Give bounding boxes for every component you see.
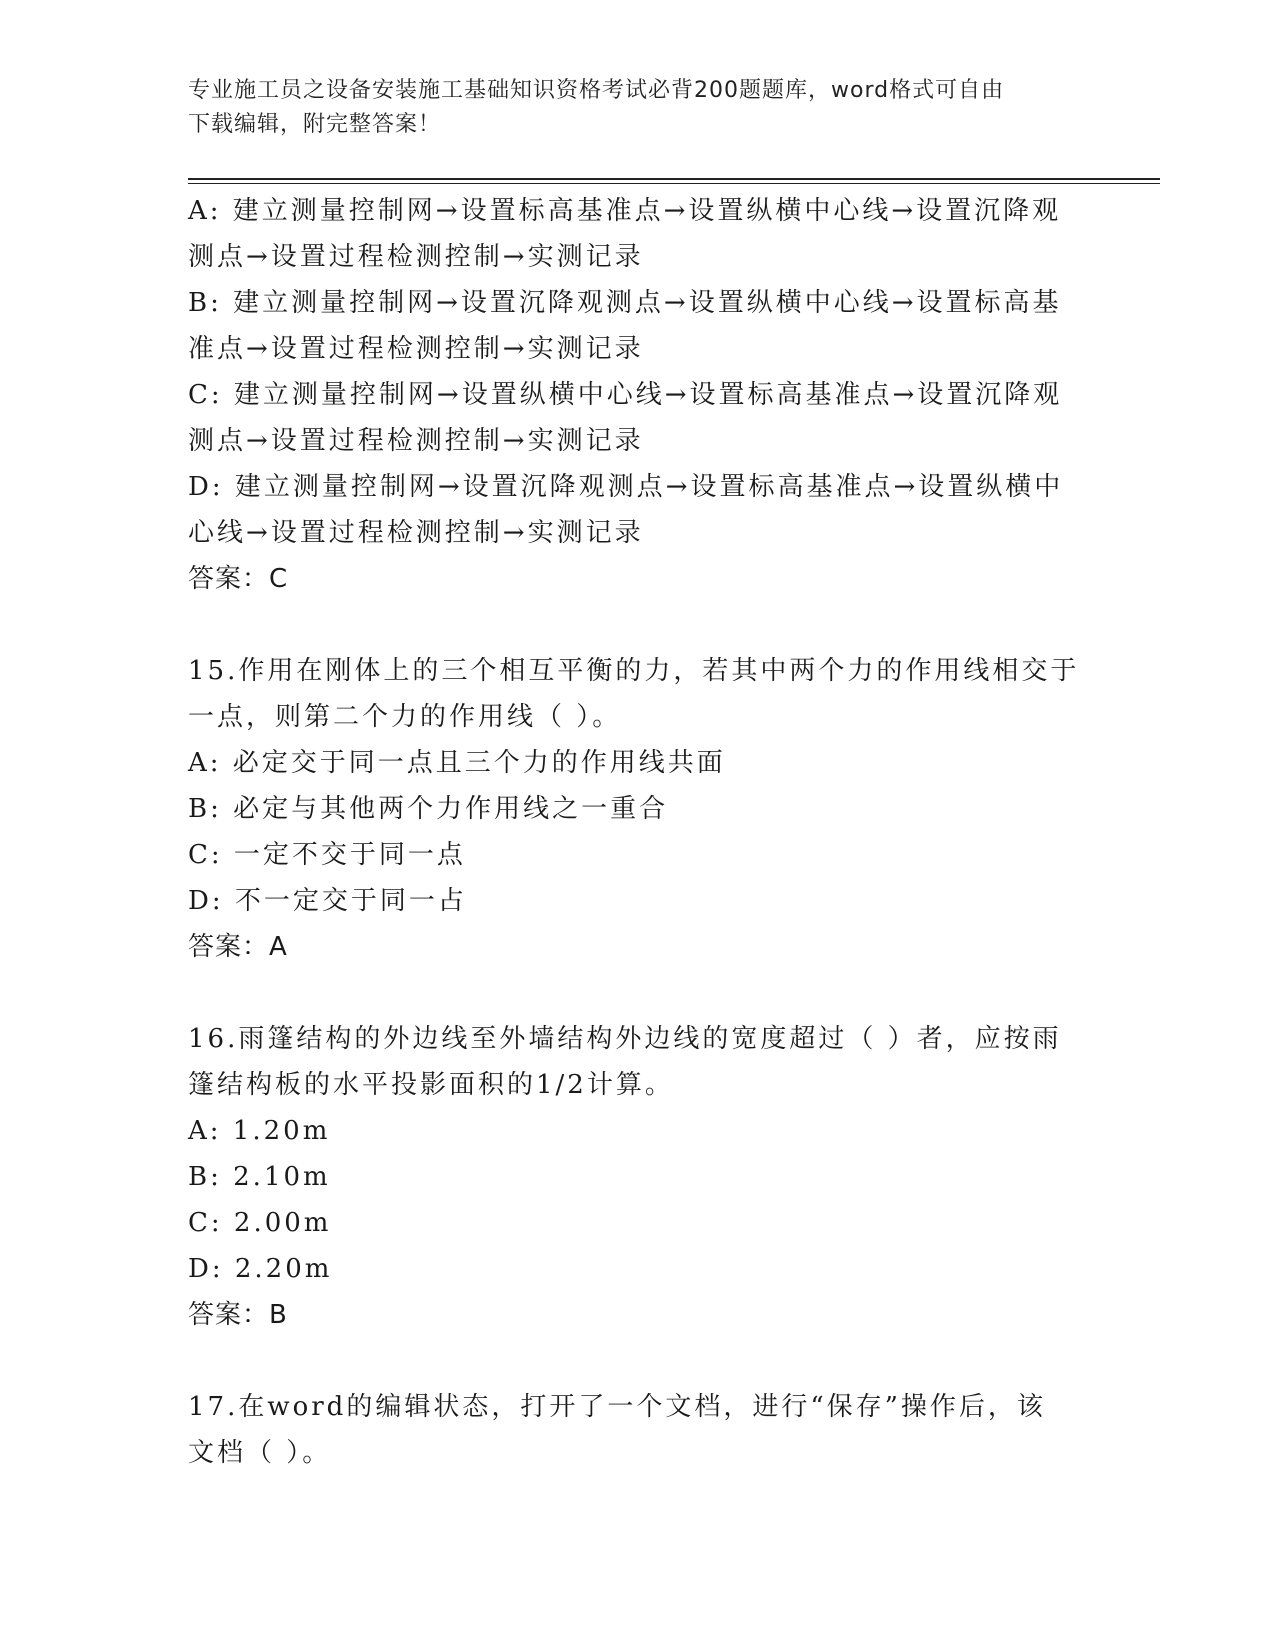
q15-option-d: D: 不一定交于同一占 <box>188 886 467 916</box>
header-rule-thick <box>188 178 1160 180</box>
q17-question-line-1: 17.在word的编辑状态，打开了一个文档，进行“保存”操作后，该 <box>188 1392 1046 1422</box>
q15-question-line-2: 一点，则第二个力的作用线（ ）。 <box>188 702 622 732</box>
q15-answer: 答案：A <box>188 932 288 962</box>
q16-option-d: D: 2.20m <box>188 1254 333 1284</box>
question-16 <box>188 1016 1088 1338</box>
q15-option-c: C: 一定不交于同一点 <box>188 840 466 870</box>
q15-option-b: B: 必定与其他两个力作用线之一重合 <box>188 794 669 824</box>
question-17 <box>188 1384 1088 1476</box>
question-15 <box>188 648 1088 970</box>
q16-option-a: A: 1.20m <box>188 1116 331 1146</box>
q14-option-c-line-1: C: 建立测量控制网→设置纵横中心线→设置标高基准点→设置沉降观 <box>188 380 1063 410</box>
document-body <box>188 188 1088 1476</box>
q14-option-b-line-2: 准点→设置过程检测控制→实测记录 <box>188 334 644 364</box>
q14-answer: 答案：C <box>188 564 289 594</box>
q15-option-a: A: 必定交于同一点且三个力的作用线共面 <box>188 748 726 778</box>
q15-question-line-1: 15.作用在刚体上的三个相互平衡的力，若其中两个力的作用线相交于 <box>188 656 1080 686</box>
q17-question-line-2: 文档（ ）。 <box>188 1438 332 1468</box>
header-line-1: 专业施工员之设备安装施工基础知识资格考试必背200题题库，word格式可自由 <box>188 78 1005 103</box>
q14-option-c-line-2: 测点→设置过程检测控制→实测记录 <box>188 426 644 456</box>
q16-question-line-1: 16.雨篷结构的外边线至外墙结构外边线的宽度超过（ ）者，应按雨 <box>188 1024 1062 1054</box>
q14-option-d-line-1: D: 建立测量控制网→设置沉降观测点→设置标高基准点→设置纵横中 <box>188 472 1064 502</box>
document-header <box>188 74 1088 142</box>
header-rule-thin <box>188 183 1160 184</box>
q16-option-c: C: 2.00m <box>188 1208 332 1238</box>
q16-question-line-2: 篷结构板的水平投影面积的1/2计算。 <box>188 1070 674 1100</box>
q14-option-b-line-1: B: 建立测量控制网→设置沉降观测点→设置纵横中心线→设置标高基 <box>188 288 1062 318</box>
q14-option-d-line-2: 心线→设置过程检测控制→实测记录 <box>188 518 644 548</box>
question-14 <box>188 188 1088 602</box>
q16-answer: 答案：B <box>188 1300 288 1330</box>
q16-option-b: B: 2.10m <box>188 1162 331 1192</box>
q14-option-a-line-2: 测点→设置过程检测控制→实测记录 <box>188 242 644 272</box>
header-line-2: 下载编辑，附完整答案！ <box>188 112 442 137</box>
q14-option-a-line-1: A: 建立测量控制网→设置标高基准点→设置纵横中心线→设置沉降观 <box>188 196 1062 226</box>
